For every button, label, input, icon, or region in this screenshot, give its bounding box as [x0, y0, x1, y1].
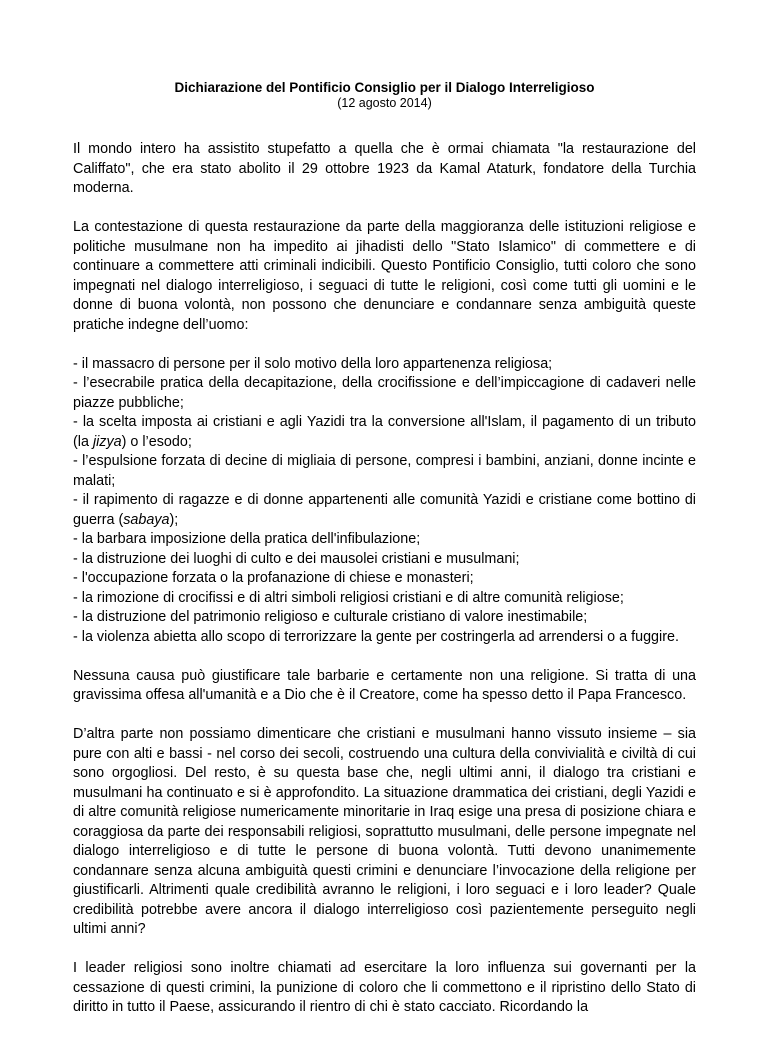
- list-item: [73, 413, 696, 452]
- paragraph-religious-leaders: I leader religiosi sono inoltre chiamati ad esercitare la loro influenza sui governanti per la cessazione di questi crimini, la punizione di coloro che li commettono e il ripristino dello Stato di diritto in tutto il Paese, assicurando il rientro di chi è stato cacciato. Ricordando la: [73, 960, 696, 1015]
- list-item-text: - il rapimento di ragazze e di donne appartenenti alle comunità Yazidi e cristiane come bottino di guerra (: [73, 492, 696, 528]
- list-item: [73, 491, 696, 530]
- document-page: [73, 80, 696, 1037]
- list-item: - l’esecrabile pratica della decapitazione, della crocifissione e dell’impiccagione di cadaveri nelle piazze pubbliche;: [73, 375, 696, 411]
- paragraph-coexistence: D’altra parte non possiamo dimenticare che cristiani e musulmani hanno vissuto insieme – sia pure con alti e bassi - nel corso dei secoli, costruendo una cultura della convivialità e civiltà di cui sono orgogliosi. Del resto, è su questa base che, negli ultimi anni, il dialogo tra cristiani e musulmani ha continuato e si è approfondito. La situazione drammatica dei cristiani, degli Yazidi e di altre comunità religiose numericamente minoritarie in Iraq esige una presa di posizione chiara e coraggiosa da parte dei responsabili religiosi, soprattutto musulmani, delle persone impegnate nel dialogo interreligioso e di tutte le persone di buona volontà. Tutti devono unanimemente condannare senza alcuna ambiguità questi crimini e denunciare l’invocazione della religione per giustificarli. Altrimenti quale credibilità avranno le religioni, i loro seguaci e i loro leader? Quale credibilità potrebbe avere ancora il dialogo interreligioso così pazientemente perseguito negli ultimi anni?: [73, 726, 696, 937]
- list-item-italic-term: jizya: [92, 433, 122, 450]
- list-item: - la rimozione di crocifissi e di altri simboli religiosi cristiani e di altre comunità religiose;: [73, 589, 624, 606]
- paragraph-no-justification: Nessuna causa può giustificare tale barbarie e certamente non una religione. Si tratta di una gravissima offesa all'umanità e a Dio che è il Creatore, come ha spesso detto il Papa Francesco.: [73, 667, 696, 703]
- list-item: - la distruzione del patrimonio religioso e culturale cristiano di valore inestimabile;: [73, 609, 588, 625]
- list-item: - l'occupazione forzata o la profanazione di chiese e monasteri;: [73, 570, 474, 586]
- list-item-text: - la scelta imposta ai cristiani e agli Yazidi tra la conversione all'Islam, il pagamento di un tributo (la: [73, 414, 696, 450]
- paragraph-contestation: La contestazione di questa restaurazione da parte della maggioranza delle istituzioni religiose e politiche musulmane non ha impedito ai jihadisti dello "Stato Islamico" di commettere e di continuare a commettere atti criminali indicibili. Questo Pontificio Consiglio, tutti coloro che sono impegnati nel dialogo interreligioso, i seguaci di tutte le religioni, così come tutti gli uomini e le donne di buona volontà, non possono che denunciare e condannare senza ambiguità queste pratiche indegne dell’uomo:: [73, 219, 696, 333]
- list-item: - il massacro di persone per il solo motivo della loro appartenenza religiosa;: [73, 355, 553, 372]
- list-item-italic-term: sabaya: [123, 511, 170, 528]
- list-item: - l’espulsione forzata di decine di migliaia di persone, compresi i bambini, anziani, donne incinte e malati;: [73, 453, 696, 489]
- document-date: (12 agosto 2014): [337, 96, 432, 110]
- paragraph-intro: Il mondo intero ha assistito stupefatto a quella che è ormai chiamata "la restaurazione del Califfato", che era stato abolito il 29 ottobre 1923 da Kamal Ataturk, fondatore della Turchia moderna.: [73, 141, 696, 196]
- list-item: - la barbara imposizione della pratica dell'infibulazione;: [73, 531, 421, 547]
- list-item: - la distruzione dei luoghi di culto e dei mausolei cristiani e musulmani;: [73, 550, 520, 567]
- list-item: - la violenza abietta allo scopo di terrorizzare la gente per costringerla ad arrendersi o a fuggire.: [73, 628, 679, 645]
- list-item-text: );: [169, 511, 179, 528]
- document-title: Dichiarazione del Pontificio Consiglio per il Dialogo Interreligioso: [174, 80, 595, 95]
- atrocities-list: [73, 355, 696, 648]
- list-item-text: ) o l’esodo;: [121, 433, 192, 450]
